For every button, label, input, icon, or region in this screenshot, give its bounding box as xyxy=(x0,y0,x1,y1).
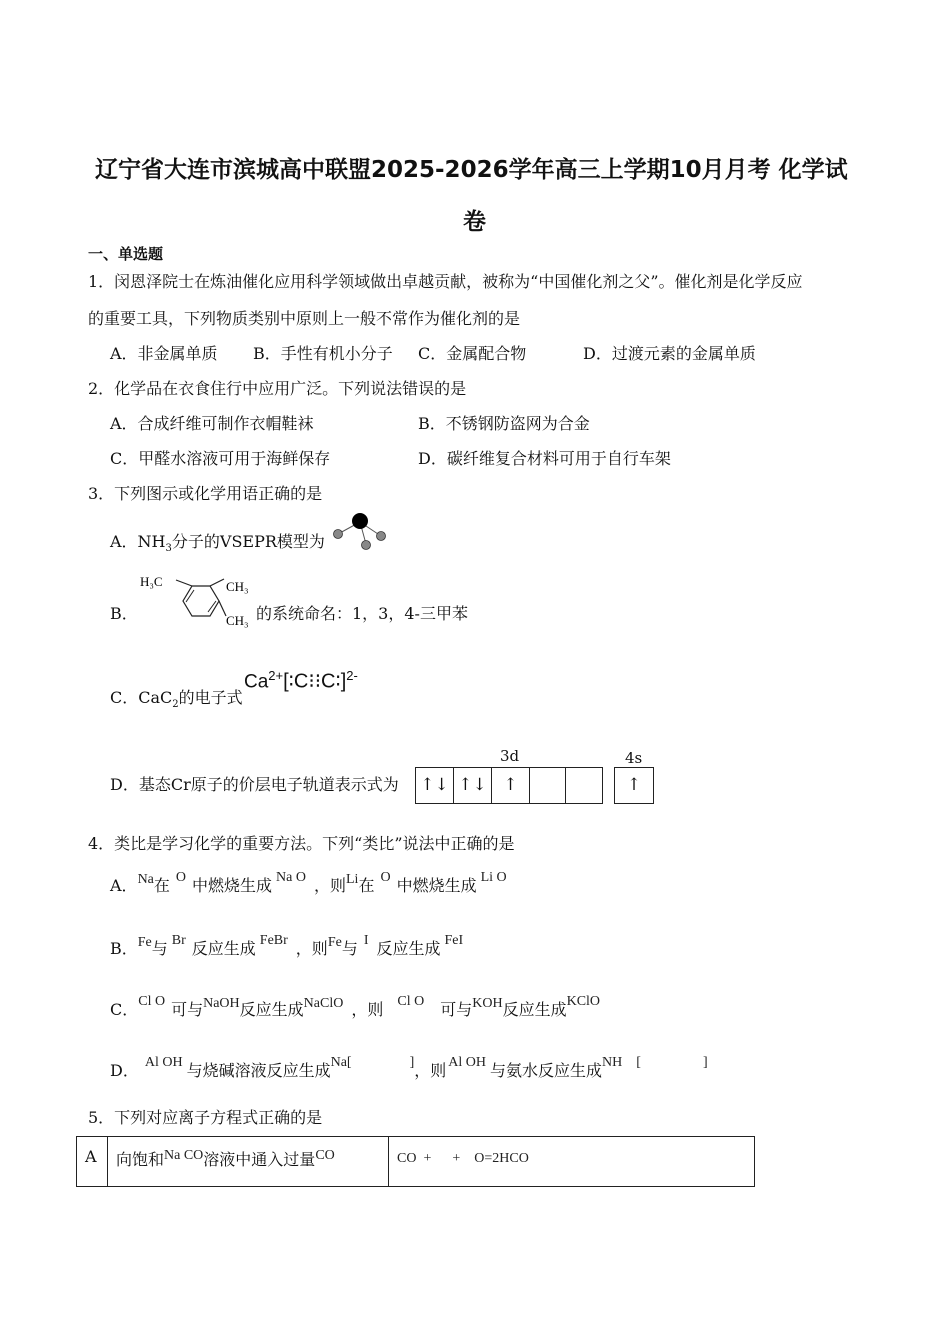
q4d-f5b: ] xyxy=(702,1055,708,1070)
q5-row-label: A xyxy=(77,1137,108,1187)
q3-stem: 3．下列图示或化学用语正确的是 xyxy=(88,484,323,503)
orbital-3d-5 xyxy=(565,767,603,804)
q5-c1-f2: CO xyxy=(315,1148,335,1163)
q3-option-c xyxy=(110,685,243,710)
q4c-label: C． xyxy=(110,1000,139,1019)
q5-c1-f1: Na CO xyxy=(164,1148,204,1163)
q3-c-prefix: C．CaC xyxy=(110,688,173,707)
q4a-label: A． xyxy=(110,876,138,895)
carbide-charge: 2- xyxy=(346,668,358,683)
q2-option-a: A．合成纤维可制作衣帽鞋袜 xyxy=(110,414,314,433)
q4b-f5: I xyxy=(363,933,369,948)
q4a-t1: 在 xyxy=(153,876,170,895)
q5-row-equation xyxy=(389,1137,755,1187)
q4a-t5: 中燃烧生成 xyxy=(396,876,477,895)
q4-option-a xyxy=(110,870,507,896)
q4d-f2: Na[ xyxy=(330,1055,352,1070)
q4a-f2: O xyxy=(175,870,187,885)
q3-option-b-suffix: 的系统命名：1，3，4-三甲苯 xyxy=(256,604,468,623)
q3-c-suffix: 的电子式 xyxy=(178,688,243,707)
q4a-t3: ，则 xyxy=(313,876,346,895)
table-row xyxy=(77,1137,755,1187)
q4c-t3: ，则 xyxy=(351,1000,384,1019)
q4b-f6: FeI xyxy=(444,933,464,948)
ca-charge: 2+ xyxy=(268,668,284,683)
trimethylbenzene-structure xyxy=(140,572,258,630)
q3-c-sub: 2 xyxy=(172,699,179,711)
q4d-label: D． xyxy=(110,1061,139,1080)
q3-option-d: D．基态Cr原子的价层电子轨道表示式为 xyxy=(110,775,399,794)
ch3-bottom-label: CH₃ xyxy=(226,613,249,628)
q1-option-c: C．金属配合物 xyxy=(418,344,527,363)
exam-title-line2: 卷 xyxy=(463,209,486,235)
q5-c1-pre: 向饱和 xyxy=(116,1150,165,1169)
q4c-f5: KOH xyxy=(472,996,503,1011)
q5-c2: CO + + O=2HCO xyxy=(397,1151,529,1166)
q4d-t3: 与氨水反应生成 xyxy=(490,1061,603,1080)
q3-a-suffix: 分子的VSEPR模型为 xyxy=(171,532,325,551)
q4c-t5: 反应生成 xyxy=(502,1000,567,1019)
orbital-3d-1: ↑↓ xyxy=(415,767,454,804)
q4c-t1: 可与 xyxy=(171,1000,204,1019)
q4c-f4: Cl O xyxy=(397,994,425,1009)
q4d-t2: ，则 xyxy=(414,1061,447,1080)
q4b-f4: Fe xyxy=(327,935,342,950)
q4d-f3: Al OH xyxy=(448,1055,487,1070)
q4c-f2: NaOH xyxy=(203,996,240,1011)
orbital-3d-2: ↑↓ xyxy=(453,767,492,804)
q4-stem: 4．类比是学习化学的重要方法。下列“类比”说法中正确的是 xyxy=(88,834,515,853)
q4b-t3: ，则 xyxy=(295,939,328,958)
q4c-f1: Cl O xyxy=(138,994,166,1009)
q2-stem: 2．化学品在衣食住行中应用广泛。下列说法错误的是 xyxy=(88,379,467,398)
q4a-t4: 在 xyxy=(358,876,375,895)
q3-a-prefix: A．NH xyxy=(110,532,166,551)
q4a-f1: Na xyxy=(137,872,154,887)
q2-option-c: C．甲醛水溶液可用于海鲜保存 xyxy=(110,449,331,468)
q5-table xyxy=(76,1136,755,1187)
q4a-f5: O xyxy=(380,870,391,885)
q4b-t5: 反应生成 xyxy=(376,939,441,958)
q1-option-d: D．过渡元素的金属单质 xyxy=(583,344,756,363)
q4b-t1: 与 xyxy=(151,939,168,958)
orbital-3d-3: ↑ xyxy=(491,767,530,804)
q4c-t2: 反应生成 xyxy=(239,1000,304,1019)
q4d-f2b: ] xyxy=(409,1055,415,1070)
cac2-electron-formula xyxy=(244,668,358,693)
q4d-f1: Al OH xyxy=(144,1055,183,1070)
q4b-f3: FeBr xyxy=(259,933,288,948)
q2-option-b: B．不锈钢防盗网为合金 xyxy=(418,414,590,433)
q3-option-a xyxy=(110,529,325,554)
q1-stem-line1: 1．闵恩泽院士在炼油催化应用科学领域做出卓越贡献，被称为“中国催化剂之父”。催化剂是化学反应 xyxy=(88,272,803,291)
vsepr-model-image xyxy=(330,512,390,552)
q4b-f1: Fe xyxy=(137,935,152,950)
q4b-t2: 反应生成 xyxy=(191,939,256,958)
q4c-t4: 可与 xyxy=(440,1000,473,1019)
q4b-label: B． xyxy=(110,939,138,958)
q5-stem: 5．下列对应离子方程式正确的是 xyxy=(88,1108,323,1127)
q4c-f6: KClO xyxy=(566,994,601,1009)
carbide-anion: [∶C⁝⁝C∶] xyxy=(283,670,347,693)
q3-a-sub: 3 xyxy=(165,543,172,555)
q5-row-description xyxy=(108,1137,389,1187)
orbital-4s: ↑ xyxy=(614,767,654,804)
q4a-f4: Li xyxy=(346,872,359,887)
exam-title-line1: 辽宁省大连市滨城高中联盟2025-2026学年高三上学期10月月考 化学试 xyxy=(95,157,848,183)
q1-option-a: A．非金属单质 xyxy=(110,344,218,363)
section-heading: 一、单选题 xyxy=(88,245,164,263)
q4d-f5: [ xyxy=(636,1055,641,1070)
q1-stem-line2: 的重要工具，下列物质类别中原则上一般不常作为催化剂的是 xyxy=(88,309,521,328)
q4-option-c xyxy=(110,994,601,1020)
q4a-f6: Li O xyxy=(480,870,507,885)
q4d-f4: NH xyxy=(602,1055,623,1070)
q4a-f3: Na O xyxy=(276,870,306,885)
orbital-3d-4 xyxy=(529,767,566,804)
q4-option-d xyxy=(110,1055,708,1081)
q4a-t2: 中燃烧生成 xyxy=(192,876,273,895)
h3c-label: H₃C xyxy=(140,574,163,589)
q4-option-b xyxy=(110,933,464,959)
label-4s: 4s xyxy=(625,749,643,767)
label-3d: 3d xyxy=(500,747,520,765)
q1-option-b: B．手性有机小分子 xyxy=(253,344,393,363)
q4d-t1: 与烧碱溶液反应生成 xyxy=(186,1061,331,1080)
ch3-top-label: CH₃ xyxy=(226,579,249,594)
q3-option-b-label: B． xyxy=(110,604,138,623)
ca-cation: Ca xyxy=(244,671,269,693)
q4c-f3: NaClO xyxy=(303,996,344,1011)
q4b-t4: 与 xyxy=(341,939,358,958)
q5-c1-mid: 溶液中通入过量 xyxy=(203,1150,316,1169)
q4b-f2: Br xyxy=(171,933,186,948)
q2-option-d: D．碳纤维复合材料可用于自行车架 xyxy=(418,449,671,468)
